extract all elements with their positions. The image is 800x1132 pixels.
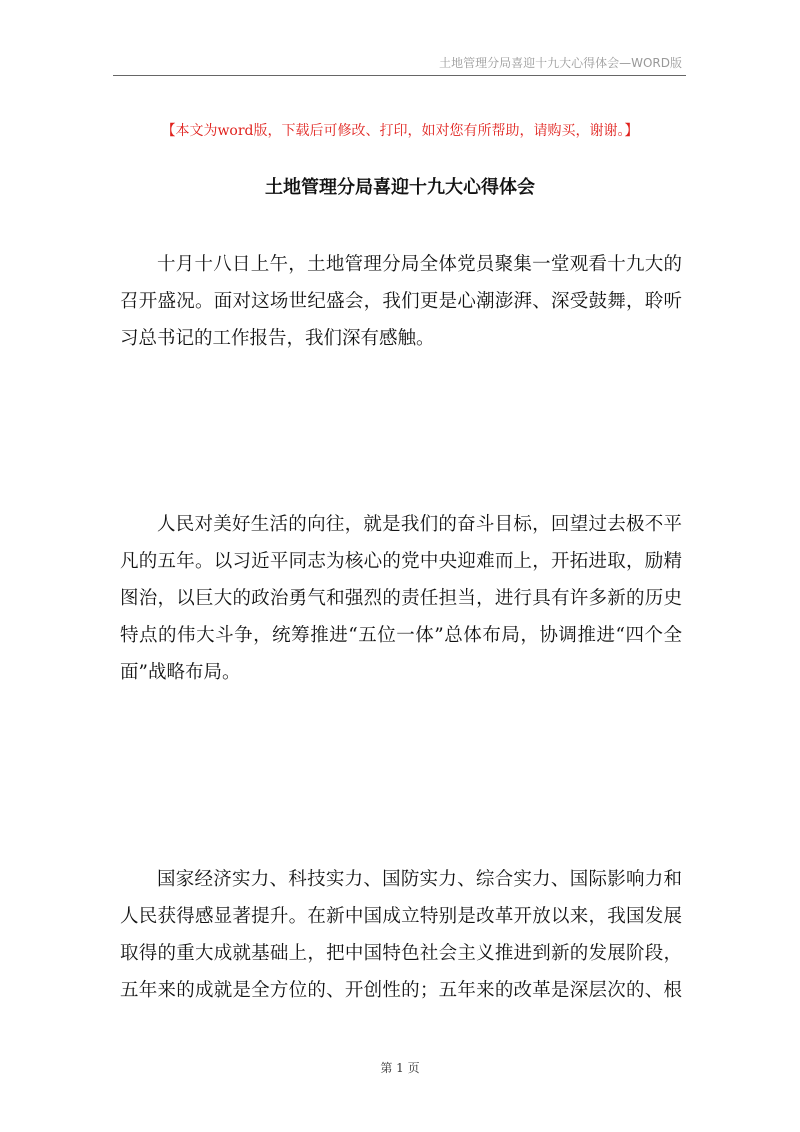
text-line: 召开盛况。面对这场世纪盛会，我们更是心潮澎湃、深受鼓舞，聆听 xyxy=(120,291,682,312)
text-line: 特点的伟大斗争，统筹推进“五位一体”总体布局，协调推进“四个全 xyxy=(120,625,682,646)
paragraph-2 xyxy=(120,506,682,691)
paragraph-3 xyxy=(120,861,682,1009)
header-divider xyxy=(113,75,686,76)
text-line: 凡的五年。以习近平同志为核心的党中央迎难而上，开拓进取，励精 xyxy=(120,551,682,572)
text-line: 面”战略布局。 xyxy=(120,662,241,683)
text-line: 五年来的成就是全方位的、开创性的；五年来的改革是深层次的、根 xyxy=(120,980,682,1001)
paragraph-1 xyxy=(120,246,682,357)
text-line: 国家经济实力、科技实力、国防实力、综合实力、国际影响力和 xyxy=(157,869,682,890)
text-line: 人民对美好生活的向往，就是我们的奋斗目标，回望过去极不平 xyxy=(157,514,682,535)
running-header: 土地管理分局喜迎十九大心得体会—WORD版 xyxy=(439,56,682,70)
text-line: 十月十八日上午，土地管理分局全体党员聚集一堂观看十九大的 xyxy=(157,254,682,275)
text-line: 取得的重大成就基础上，把中国特色社会主义推进到新的发展阶段， xyxy=(120,943,682,964)
text-line: 习总书记的工作报告，我们深有感触。 xyxy=(120,328,435,349)
download-notice: 【本文为word版，下载后可修改、打印，如对您有所帮助，请购买，谢谢。】 xyxy=(161,123,639,139)
text-line: 人民获得感显著提升。在新中国成立特别是改革开放以来，我国发展 xyxy=(120,906,682,927)
document-title: 土地管理分局喜迎十九大心得体会 xyxy=(265,177,535,198)
page-number: 第 1 页 xyxy=(380,1061,420,1075)
text-line: 图治，以巨大的政治勇气和强烈的责任担当，进行具有许多新的历史 xyxy=(120,588,682,609)
